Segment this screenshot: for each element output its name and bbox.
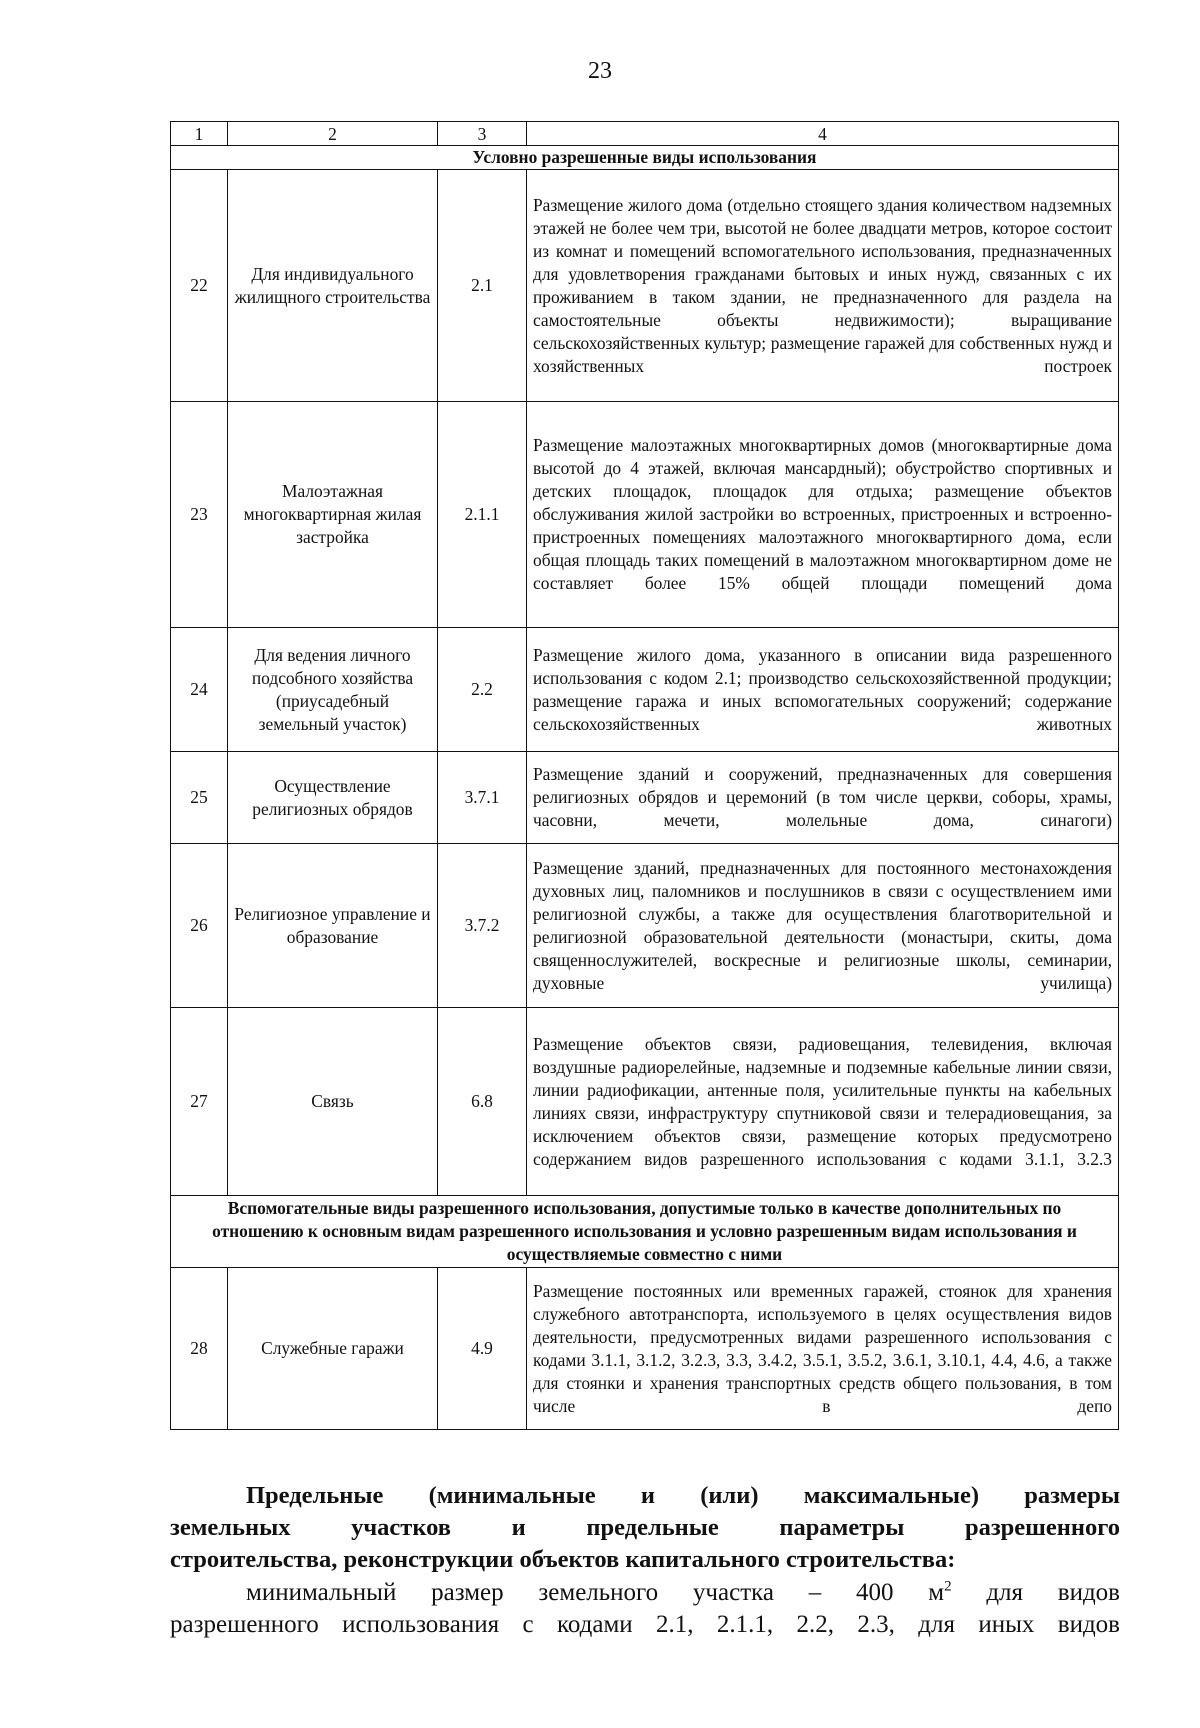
page-number: 23 <box>588 58 612 84</box>
row-number: 25 <box>171 752 228 844</box>
section-row-auxiliary <box>171 1196 1119 1268</box>
use-name: Для ведения личного подсобного хозяйства (приусадебный земельный участок) <box>228 628 438 752</box>
section-title-auxiliary: Вспомогательные виды разрешенного использования, допустимые только в качестве дополнительных по отношению к основным видам разрешенного использования и условно разрешенным видам использования и осуществляемые совместно с ними <box>171 1196 1119 1268</box>
use-description: Размещение постоянных или временных гаражей, стоянок для хранения служебного автотранспорта, используемого в целях осуществления видов деятельности, предусмотренных видами разрешенного использования с кодами 3.1.1, 3.1.2, 3.2.3, 3.3, 3.4.2, 3.5.1, 3.5.2, 3.6.1, 3.10.1, 4.4, 4.6, а также для стоянки и хранения транспортных средств общего пользования, в том числе в депо <box>527 1268 1119 1430</box>
table-row <box>171 170 1119 402</box>
use-description: Размещение жилого дома (отдельно стоящего здания количеством надземных этажей не более чем три, высотой не более двадцати метров, которое состоит из комнат и помещений вспомогательного использования, предназначенных для удовлетворения гражданами бытовых и иных нужд, связанных с их проживанием в таком здании, не предназначенного для раздела на самостоятельные объекты недвижимости); выращивание сельскохозяйственных культур; размещение гаражей для собственных нужд и хозяйственных построек <box>527 170 1119 402</box>
table-row <box>171 402 1119 628</box>
table-header-row <box>171 122 1119 146</box>
paragraph-line-1 <box>170 1577 1120 1609</box>
use-code: 3.7.2 <box>438 844 527 1008</box>
land-use-table <box>170 121 1119 1430</box>
table-row <box>171 628 1119 752</box>
use-description: Размещение малоэтажных многоквартирных домов (многоквартирные дома высотой до 4 этажей, включая мансардный); обустройство спортивных и детских площадок, площадок для отдыха; размещение объектов обслуживания жилой застройки во встроенных, пристроенных и встроенно-пристроенных помещениях малоэтажного многоквартирного дома, если общая площадь таких помещений в малоэтажном многоквартирном доме не составляет более 15% общей площади помещений дома <box>527 402 1119 628</box>
row-number: 23 <box>171 402 228 628</box>
section-title-conditional: Условно разрешенные виды использования <box>171 146 1119 170</box>
row-number: 26 <box>171 844 228 1008</box>
use-code: 4.9 <box>438 1268 527 1430</box>
use-code: 2.1 <box>438 170 527 402</box>
use-description: Размещение зданий и сооружений, предназначенных для совершения религиозных обрядов и церемоний (в том числе церкви, соборы, храмы, часовни, мечети, молельные дома, синагоги) <box>527 752 1119 844</box>
section-row-conditional <box>171 146 1119 170</box>
column-header-4: 4 <box>527 122 1119 146</box>
body-paragraph <box>170 1577 1120 1641</box>
row-number: 24 <box>171 628 228 752</box>
superscript-two: 2 <box>944 1578 952 1595</box>
use-code: 6.8 <box>438 1008 527 1196</box>
use-code: 3.7.1 <box>438 752 527 844</box>
use-code: 2.1.1 <box>438 402 527 628</box>
paragraph-line-1-tail: для видов <box>951 1579 1120 1606</box>
use-description: Размещение объектов связи, радиовещания, телевидения, включая воздушные радиорелейные, надземные и подземные кабельные линии связи, линии радиофикации, антенные поля, усилительные пункты на кабельных линиях связи, инфраструктуру спутниковой связи и телерадиовещания, за исключением объектов связи, размещение которых предусмотрено содержанием видов разрешенного использования с кодами 3.1.1, 3.2.3 <box>527 1008 1119 1196</box>
table-row <box>171 752 1119 844</box>
use-name: Религиозное управление и образование <box>228 844 438 1008</box>
heading-line-2: земельных участков и предельные параметры разрешенного <box>170 1514 1120 1541</box>
section-heading <box>170 1480 1120 1576</box>
paragraph-line-1-text: минимальный размер земельного участка – 400 м <box>246 1579 945 1606</box>
use-name: Малоэтажная многоквартирная жилая застройка <box>228 402 438 628</box>
use-description: Размещение жилого дома, указанного в описании вида разрешенного использования с кодом 2.1; производство сельскохозяйственной продукции; размещение гаража и иных вспомогательных сооружений; содержание сельскохозяйственных животных <box>527 628 1119 752</box>
use-name: Служебные гаражи <box>228 1268 438 1430</box>
table-row <box>171 1268 1119 1430</box>
row-number: 27 <box>171 1008 228 1196</box>
column-header-1: 1 <box>171 122 228 146</box>
row-number: 28 <box>171 1268 228 1430</box>
heading-line-1: Предельные (минимальные и (или) максимальные) размеры <box>246 1482 1120 1509</box>
column-header-3: 3 <box>438 122 527 146</box>
column-header-2: 2 <box>228 122 438 146</box>
heading-line-3: строительства, реконструкции объектов капитального строительства: <box>170 1546 956 1573</box>
use-description: Размещение зданий, предназначенных для постоянного местонахождения духовных лиц, паломников и послушников в связи с осуществлением ими религиозной службы, а также для осуществления благотворительной и религиозной образовательной деятельности (монастыри, скиты, дома священнослужителей, воскресные и религиозные школы, семинарии, духовные училища) <box>527 844 1119 1008</box>
row-number: 22 <box>171 170 228 402</box>
table-row <box>171 1008 1119 1196</box>
paragraph-line-2: разрешенного использования с кодами 2.1, 2.1.1, 2.2, 2.3, для иных видов <box>170 1611 1120 1638</box>
table-row <box>171 844 1119 1008</box>
use-name: Связь <box>228 1008 438 1196</box>
use-name: Осуществление религиозных обрядов <box>228 752 438 844</box>
use-code: 2.2 <box>438 628 527 752</box>
use-name: Для индивидуального жилищного строительства <box>228 170 438 402</box>
